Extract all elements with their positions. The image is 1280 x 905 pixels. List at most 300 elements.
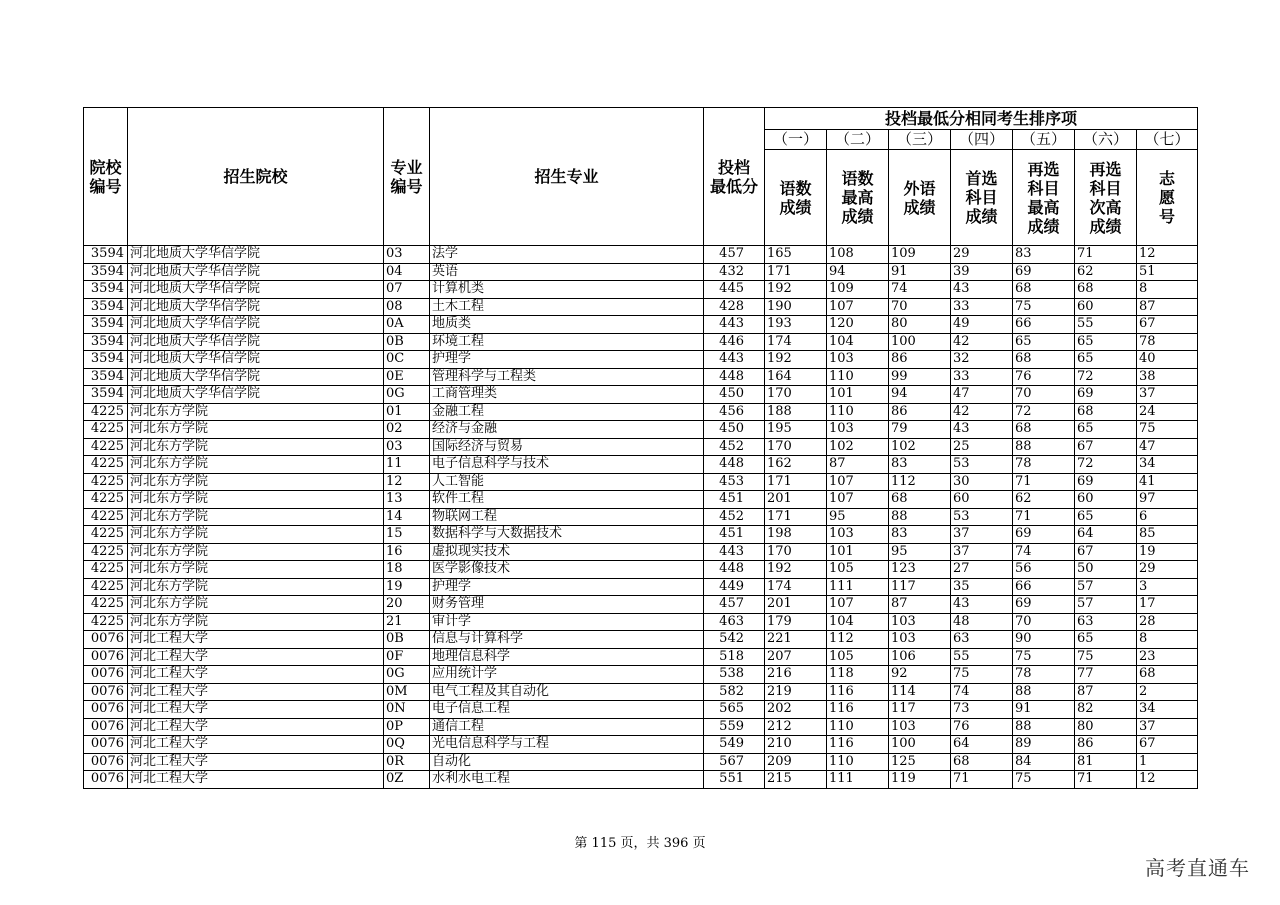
cell-foreign-language-score: 102 (889, 438, 951, 456)
cell-reselect-highest-score: 69 (1013, 596, 1075, 614)
cell-reselect-second-score: 50 (1075, 561, 1137, 579)
cell-school-code: 3594 (84, 368, 128, 386)
cell-chinese-math-score: 201 (765, 596, 827, 614)
cell-chinese-math-score: 165 (765, 246, 827, 264)
cell-reselect-second-score: 72 (1075, 456, 1137, 474)
cell-first-subject-score: 32 (951, 351, 1013, 369)
cell-foreign-language-score: 99 (889, 368, 951, 386)
cell-min-score: 432 (704, 263, 765, 281)
cell-reselect-second-score: 80 (1075, 718, 1137, 736)
cell-major-name: 财务管理 (430, 596, 704, 614)
cell-foreign-language-score: 106 (889, 648, 951, 666)
cell-reselect-highest-score: 78 (1013, 666, 1075, 684)
cell-reselect-second-score: 55 (1075, 316, 1137, 334)
cell-preference-number: 12 (1137, 771, 1198, 789)
cell-min-score: 567 (704, 753, 765, 771)
cell-min-score: 428 (704, 298, 765, 316)
cell-school-name: 河北东方学院 (128, 421, 384, 439)
cell-school-code: 3594 (84, 263, 128, 281)
cell-chinese-math-max-score: 102 (827, 438, 889, 456)
cell-foreign-language-score: 68 (889, 491, 951, 509)
cell-chinese-math-max-score: 101 (827, 543, 889, 561)
table-row (84, 543, 1198, 561)
cell-school-code: 0076 (84, 666, 128, 684)
tie-break-number-4: （四） (951, 130, 1013, 150)
cell-chinese-math-score: 216 (765, 666, 827, 684)
cell-chinese-math-score: 171 (765, 473, 827, 491)
cell-major-name: 环境工程 (430, 333, 704, 351)
cell-first-subject-score: 27 (951, 561, 1013, 579)
cell-foreign-language-score: 79 (889, 421, 951, 439)
cell-chinese-math-score: 164 (765, 368, 827, 386)
cell-reselect-highest-score: 65 (1013, 333, 1075, 351)
cell-preference-number: 37 (1137, 386, 1198, 404)
cell-reselect-second-score: 69 (1075, 473, 1137, 491)
cell-foreign-language-score: 114 (889, 683, 951, 701)
cell-min-score: 551 (704, 771, 765, 789)
cell-school-code: 3594 (84, 351, 128, 369)
cell-chinese-math-max-score: 108 (827, 246, 889, 264)
cell-first-subject-score: 43 (951, 596, 1013, 614)
cell-min-score: 453 (704, 473, 765, 491)
cell-first-subject-score: 48 (951, 613, 1013, 631)
cell-foreign-language-score: 86 (889, 403, 951, 421)
cell-reselect-highest-score: 78 (1013, 456, 1075, 474)
cell-chinese-math-max-score: 103 (827, 421, 889, 439)
cell-chinese-math-score: 198 (765, 526, 827, 544)
cell-reselect-highest-score: 88 (1013, 438, 1075, 456)
cell-major-name: 数据科学与大数据技术 (430, 526, 704, 544)
header-school-code: 院校 编号 (84, 108, 128, 246)
table-row (84, 648, 1198, 666)
cell-school-name: 河北东方学院 (128, 561, 384, 579)
cell-min-score: 452 (704, 508, 765, 526)
cell-school-name: 河北地质大学华信学院 (128, 386, 384, 404)
cell-chinese-math-score: 207 (765, 648, 827, 666)
table-row (84, 718, 1198, 736)
cell-foreign-language-score: 103 (889, 718, 951, 736)
cell-foreign-language-score: 117 (889, 578, 951, 596)
cell-reselect-highest-score: 66 (1013, 578, 1075, 596)
cell-first-subject-score: 43 (951, 281, 1013, 299)
cell-school-name: 河北工程大学 (128, 701, 384, 719)
cell-major-code: 07 (384, 281, 430, 299)
cell-major-code: 0R (384, 753, 430, 771)
cell-chinese-math-score: 170 (765, 543, 827, 561)
cell-chinese-math-max-score: 107 (827, 491, 889, 509)
cell-school-name: 河北东方学院 (128, 543, 384, 561)
cell-reselect-second-score: 69 (1075, 386, 1137, 404)
cell-major-name: 护理学 (430, 351, 704, 369)
cell-first-subject-score: 43 (951, 421, 1013, 439)
cell-major-name: 计算机类 (430, 281, 704, 299)
cell-preference-number: 41 (1137, 473, 1198, 491)
cell-chinese-math-max-score: 87 (827, 456, 889, 474)
cell-school-name: 河北东方学院 (128, 473, 384, 491)
cell-reselect-second-score: 64 (1075, 526, 1137, 544)
table-row (84, 561, 1198, 579)
cell-school-code: 3594 (84, 298, 128, 316)
table-row (84, 736, 1198, 754)
cell-school-code: 4225 (84, 561, 128, 579)
table-row (84, 666, 1198, 684)
cell-min-score: 443 (704, 316, 765, 334)
cell-chinese-math-max-score: 110 (827, 403, 889, 421)
cell-preference-number: 68 (1137, 666, 1198, 684)
cell-school-code: 3594 (84, 316, 128, 334)
cell-major-name: 光电信息科学与工程 (430, 736, 704, 754)
cell-first-subject-score: 47 (951, 386, 1013, 404)
cell-major-name: 审计学 (430, 613, 704, 631)
cell-major-name: 通信工程 (430, 718, 704, 736)
table-row (84, 403, 1198, 421)
cell-major-code: 0B (384, 631, 430, 649)
cell-chinese-math-max-score: 110 (827, 718, 889, 736)
cell-min-score: 449 (704, 578, 765, 596)
cell-chinese-math-max-score: 116 (827, 701, 889, 719)
cell-school-name: 河北地质大学华信学院 (128, 298, 384, 316)
cell-chinese-math-max-score: 112 (827, 631, 889, 649)
table-row (84, 526, 1198, 544)
cell-chinese-math-score: 174 (765, 578, 827, 596)
cell-preference-number: 17 (1137, 596, 1198, 614)
tie-break-number-2: （二） (827, 130, 889, 150)
cell-min-score: 457 (704, 246, 765, 264)
cell-reselect-highest-score: 89 (1013, 736, 1075, 754)
tie-break-number-3: （三） (889, 130, 951, 150)
cell-reselect-second-score: 57 (1075, 596, 1137, 614)
header-major-code: 专业 编号 (384, 108, 430, 246)
cell-chinese-math-max-score: 95 (827, 508, 889, 526)
cell-school-code: 0076 (84, 701, 128, 719)
cell-chinese-math-max-score: 105 (827, 648, 889, 666)
table-row (84, 631, 1198, 649)
cell-reselect-highest-score: 70 (1013, 613, 1075, 631)
cell-reselect-second-score: 60 (1075, 298, 1137, 316)
cell-min-score: 451 (704, 526, 765, 544)
tie-break-number-1: （一） (765, 130, 827, 150)
cell-reselect-highest-score: 75 (1013, 771, 1075, 789)
cell-chinese-math-max-score: 104 (827, 333, 889, 351)
cell-min-score: 448 (704, 456, 765, 474)
cell-chinese-math-max-score: 101 (827, 386, 889, 404)
cell-chinese-math-score: 171 (765, 263, 827, 281)
cell-major-name: 医学影像技术 (430, 561, 704, 579)
cell-chinese-math-score: 201 (765, 491, 827, 509)
cell-foreign-language-score: 125 (889, 753, 951, 771)
table-row (84, 386, 1198, 404)
cell-major-code: 18 (384, 561, 430, 579)
tie-break-label-1: 语数 成绩 (765, 150, 827, 246)
cell-preference-number: 23 (1137, 648, 1198, 666)
cell-chinese-math-score: 162 (765, 456, 827, 474)
cell-min-score: 451 (704, 491, 765, 509)
cell-chinese-math-score: 202 (765, 701, 827, 719)
cell-min-score: 445 (704, 281, 765, 299)
cell-reselect-second-score: 65 (1075, 333, 1137, 351)
cell-preference-number: 6 (1137, 508, 1198, 526)
cell-reselect-second-score: 82 (1075, 701, 1137, 719)
cell-foreign-language-score: 86 (889, 351, 951, 369)
cell-first-subject-score: 35 (951, 578, 1013, 596)
cell-major-name: 自动化 (430, 753, 704, 771)
watermark-logo: 高考直通车 (1145, 856, 1250, 880)
cell-reselect-second-score: 72 (1075, 368, 1137, 386)
cell-min-score: 549 (704, 736, 765, 754)
cell-major-code: 0B (384, 333, 430, 351)
cell-major-code: 0A (384, 316, 430, 334)
table-header (84, 108, 1198, 246)
header-tie-break-title: 投档最低分相同考生排序项 (765, 108, 1198, 130)
cell-chinese-math-score: 171 (765, 508, 827, 526)
cell-first-subject-score: 42 (951, 333, 1013, 351)
cell-school-name: 河北东方学院 (128, 508, 384, 526)
cell-foreign-language-score: 70 (889, 298, 951, 316)
cell-reselect-highest-score: 68 (1013, 351, 1075, 369)
cell-foreign-language-score: 83 (889, 526, 951, 544)
cell-reselect-second-score: 62 (1075, 263, 1137, 281)
cell-school-code: 0076 (84, 718, 128, 736)
cell-chinese-math-score: 215 (765, 771, 827, 789)
cell-chinese-math-max-score: 116 (827, 683, 889, 701)
cell-min-score: 443 (704, 351, 765, 369)
cell-chinese-math-max-score: 118 (827, 666, 889, 684)
cell-preference-number: 24 (1137, 403, 1198, 421)
table-row (84, 298, 1198, 316)
table-row (84, 613, 1198, 631)
cell-preference-number: 85 (1137, 526, 1198, 544)
cell-chinese-math-score: 170 (765, 386, 827, 404)
cell-chinese-math-score: 192 (765, 561, 827, 579)
cell-reselect-highest-score: 84 (1013, 753, 1075, 771)
admission-score-table (83, 107, 1198, 789)
cell-preference-number: 8 (1137, 631, 1198, 649)
cell-first-subject-score: 68 (951, 753, 1013, 771)
cell-chinese-math-max-score: 116 (827, 736, 889, 754)
cell-major-name: 水利水电工程 (430, 771, 704, 789)
cell-foreign-language-score: 88 (889, 508, 951, 526)
cell-first-subject-score: 55 (951, 648, 1013, 666)
cell-min-score: 582 (704, 683, 765, 701)
cell-chinese-math-max-score: 94 (827, 263, 889, 281)
cell-major-code: 0C (384, 351, 430, 369)
cell-chinese-math-max-score: 111 (827, 771, 889, 789)
cell-preference-number: 87 (1137, 298, 1198, 316)
cell-chinese-math-max-score: 110 (827, 368, 889, 386)
cell-major-name: 物联网工程 (430, 508, 704, 526)
cell-chinese-math-max-score: 107 (827, 596, 889, 614)
cell-school-code: 4225 (84, 508, 128, 526)
cell-preference-number: 34 (1137, 701, 1198, 719)
cell-school-code: 4225 (84, 438, 128, 456)
cell-min-score: 542 (704, 631, 765, 649)
cell-first-subject-score: 60 (951, 491, 1013, 509)
cell-reselect-second-score: 57 (1075, 578, 1137, 596)
cell-preference-number: 78 (1137, 333, 1198, 351)
cell-reselect-highest-score: 88 (1013, 683, 1075, 701)
cell-min-score: 457 (704, 596, 765, 614)
cell-school-code: 4225 (84, 526, 128, 544)
tie-break-label-3: 外语 成绩 (889, 150, 951, 246)
cell-foreign-language-score: 112 (889, 473, 951, 491)
cell-preference-number: 29 (1137, 561, 1198, 579)
cell-school-code: 3594 (84, 281, 128, 299)
cell-min-score: 450 (704, 386, 765, 404)
cell-reselect-second-score: 65 (1075, 631, 1137, 649)
cell-preference-number: 34 (1137, 456, 1198, 474)
cell-school-name: 河北地质大学华信学院 (128, 316, 384, 334)
cell-reselect-highest-score: 88 (1013, 718, 1075, 736)
cell-foreign-language-score: 119 (889, 771, 951, 789)
cell-major-code: 20 (384, 596, 430, 614)
cell-reselect-second-score: 68 (1075, 403, 1137, 421)
cell-preference-number: 40 (1137, 351, 1198, 369)
cell-first-subject-score: 73 (951, 701, 1013, 719)
cell-preference-number: 75 (1137, 421, 1198, 439)
cell-min-score: 448 (704, 561, 765, 579)
cell-reselect-highest-score: 66 (1013, 316, 1075, 334)
cell-school-name: 河北地质大学华信学院 (128, 351, 384, 369)
table-row (84, 596, 1198, 614)
table-body (84, 246, 1198, 789)
cell-reselect-highest-score: 75 (1013, 648, 1075, 666)
cell-chinese-math-score: 212 (765, 718, 827, 736)
cell-chinese-math-score: 190 (765, 298, 827, 316)
cell-foreign-language-score: 117 (889, 701, 951, 719)
cell-chinese-math-score: 170 (765, 438, 827, 456)
cell-foreign-language-score: 80 (889, 316, 951, 334)
cell-reselect-highest-score: 62 (1013, 491, 1075, 509)
cell-chinese-math-max-score: 107 (827, 473, 889, 491)
cell-major-code: 0E (384, 368, 430, 386)
cell-school-code: 4225 (84, 613, 128, 631)
cell-preference-number: 38 (1137, 368, 1198, 386)
cell-school-name: 河北东方学院 (128, 491, 384, 509)
cell-first-subject-score: 49 (951, 316, 1013, 334)
cell-first-subject-score: 76 (951, 718, 1013, 736)
cell-min-score: 448 (704, 368, 765, 386)
cell-first-subject-score: 33 (951, 368, 1013, 386)
cell-first-subject-score: 75 (951, 666, 1013, 684)
cell-chinese-math-score: 193 (765, 316, 827, 334)
cell-reselect-highest-score: 74 (1013, 543, 1075, 561)
cell-school-code: 3594 (84, 246, 128, 264)
table-row (84, 246, 1198, 264)
cell-first-subject-score: 42 (951, 403, 1013, 421)
table-row (84, 578, 1198, 596)
cell-foreign-language-score: 91 (889, 263, 951, 281)
cell-school-name: 河北东方学院 (128, 438, 384, 456)
cell-preference-number: 2 (1137, 683, 1198, 701)
cell-chinese-math-max-score: 110 (827, 753, 889, 771)
cell-foreign-language-score: 87 (889, 596, 951, 614)
table-row (84, 438, 1198, 456)
cell-reselect-second-score: 71 (1075, 771, 1137, 789)
cell-foreign-language-score: 83 (889, 456, 951, 474)
table-row (84, 753, 1198, 771)
cell-first-subject-score: 74 (951, 683, 1013, 701)
cell-reselect-highest-score: 76 (1013, 368, 1075, 386)
cell-major-code: 14 (384, 508, 430, 526)
table-row (84, 316, 1198, 334)
header-min-score: 投档 最低分 (704, 108, 765, 246)
cell-foreign-language-score: 123 (889, 561, 951, 579)
cell-min-score: 565 (704, 701, 765, 719)
cell-reselect-highest-score: 83 (1013, 246, 1075, 264)
cell-chinese-math-max-score: 107 (827, 298, 889, 316)
cell-school-code: 4225 (84, 421, 128, 439)
cell-major-name: 电子信息工程 (430, 701, 704, 719)
cell-chinese-math-max-score: 120 (827, 316, 889, 334)
cell-preference-number: 51 (1137, 263, 1198, 281)
table-row (84, 351, 1198, 369)
cell-reselect-second-score: 71 (1075, 246, 1137, 264)
cell-chinese-math-max-score: 111 (827, 578, 889, 596)
table-row (84, 368, 1198, 386)
table-row (84, 473, 1198, 491)
table-row (84, 333, 1198, 351)
cell-school-name: 河北东方学院 (128, 403, 384, 421)
cell-major-code: 0Z (384, 771, 430, 789)
cell-major-code: 0F (384, 648, 430, 666)
cell-reselect-highest-score: 69 (1013, 263, 1075, 281)
tie-break-label-6: 再选 科目 次高 成绩 (1075, 150, 1137, 246)
cell-reselect-highest-score: 68 (1013, 421, 1075, 439)
cell-chinese-math-max-score: 109 (827, 281, 889, 299)
cell-reselect-highest-score: 69 (1013, 526, 1075, 544)
cell-major-code: 15 (384, 526, 430, 544)
cell-school-name: 河北地质大学华信学院 (128, 246, 384, 264)
cell-chinese-math-max-score: 103 (827, 526, 889, 544)
cell-major-code: 13 (384, 491, 430, 509)
cell-min-score: 452 (704, 438, 765, 456)
page-footer: 第 115 页，共 396 页 (574, 836, 706, 851)
cell-preference-number: 47 (1137, 438, 1198, 456)
cell-major-name: 人工智能 (430, 473, 704, 491)
cell-first-subject-score: 37 (951, 526, 1013, 544)
cell-first-subject-score: 33 (951, 298, 1013, 316)
cell-chinese-math-score: 221 (765, 631, 827, 649)
tie-break-label-2: 语数 最高 成绩 (827, 150, 889, 246)
cell-major-name: 电气工程及其自动化 (430, 683, 704, 701)
cell-reselect-highest-score: 56 (1013, 561, 1075, 579)
cell-first-subject-score: 63 (951, 631, 1013, 649)
cell-reselect-second-score: 65 (1075, 351, 1137, 369)
cell-reselect-second-score: 68 (1075, 281, 1137, 299)
cell-major-name: 地质类 (430, 316, 704, 334)
cell-reselect-second-score: 75 (1075, 648, 1137, 666)
cell-chinese-math-max-score: 105 (827, 561, 889, 579)
cell-school-code: 4225 (84, 473, 128, 491)
cell-chinese-math-score: 219 (765, 683, 827, 701)
cell-major-code: 01 (384, 403, 430, 421)
cell-major-name: 信息与计算科学 (430, 631, 704, 649)
cell-min-score: 456 (704, 403, 765, 421)
table-row (84, 421, 1198, 439)
cell-school-code: 4225 (84, 596, 128, 614)
table-row (84, 281, 1198, 299)
cell-first-subject-score: 37 (951, 543, 1013, 561)
cell-major-name: 地理信息科学 (430, 648, 704, 666)
cell-school-name: 河北东方学院 (128, 456, 384, 474)
cell-preference-number: 97 (1137, 491, 1198, 509)
cell-school-name: 河北地质大学华信学院 (128, 281, 384, 299)
cell-major-name: 金融工程 (430, 403, 704, 421)
cell-school-name: 河北地质大学华信学院 (128, 333, 384, 351)
cell-school-name: 河北工程大学 (128, 771, 384, 789)
cell-school-code: 0076 (84, 631, 128, 649)
cell-min-score: 559 (704, 718, 765, 736)
